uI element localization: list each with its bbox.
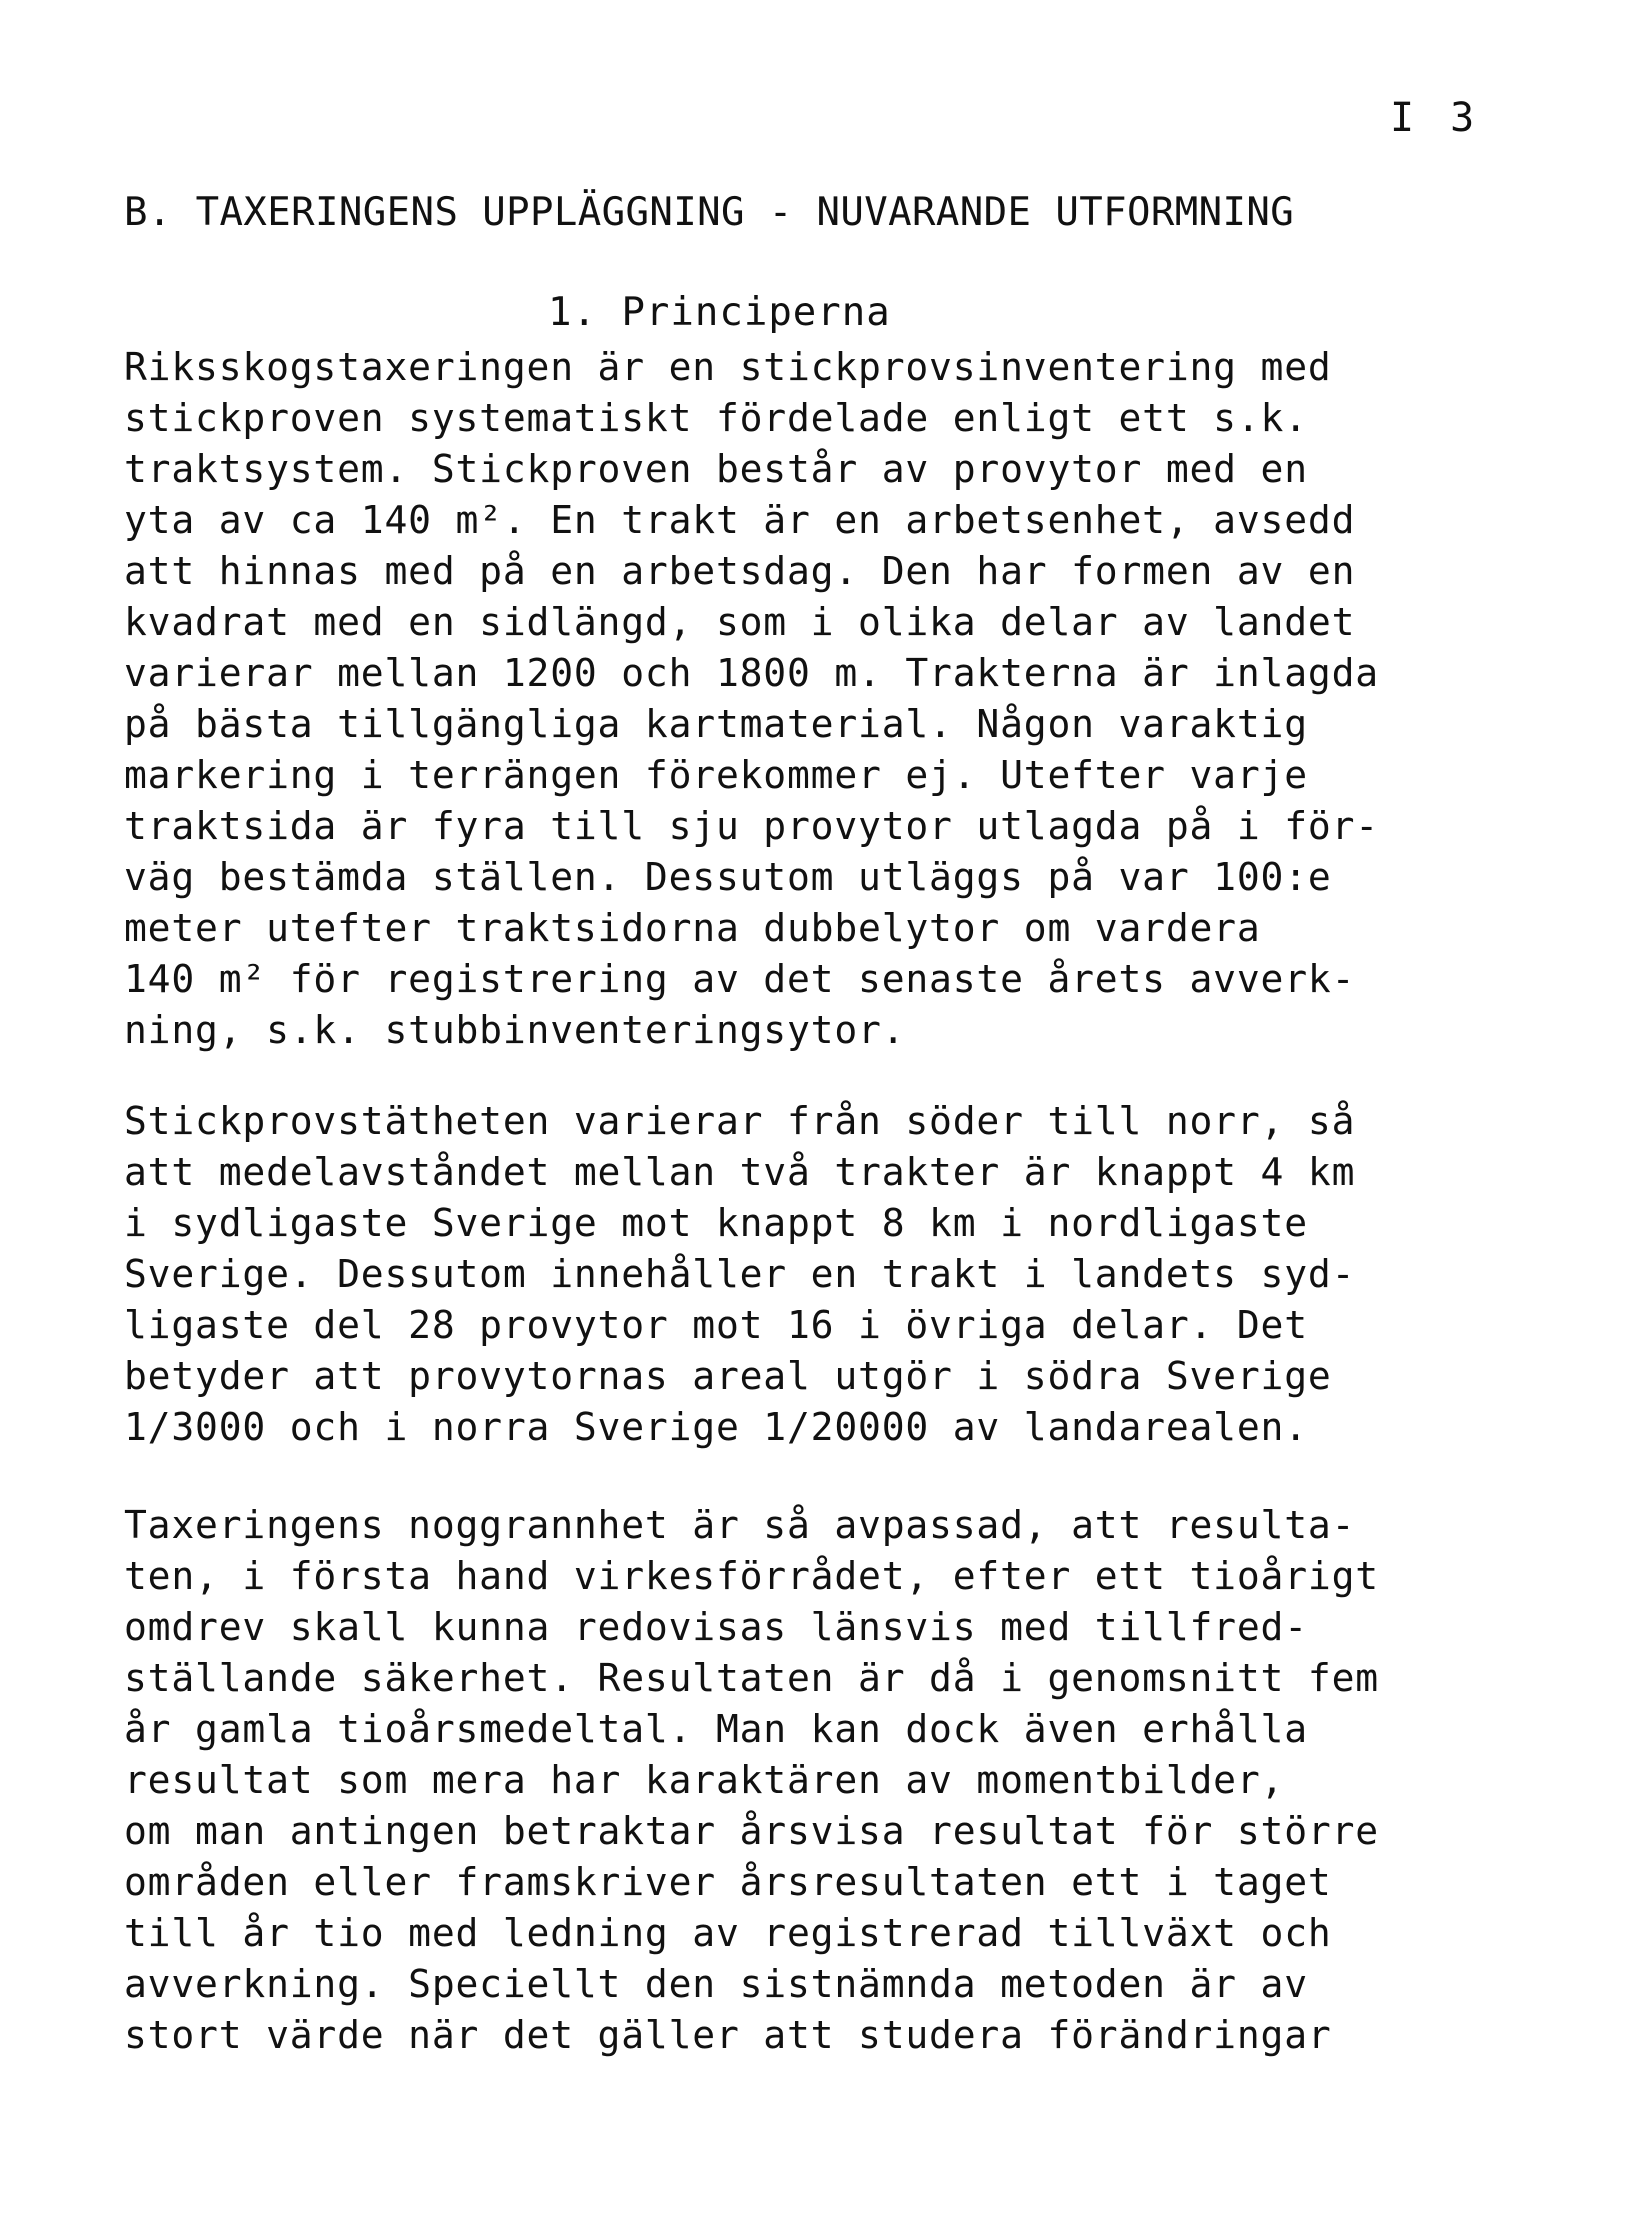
- page-number: I 3: [1390, 95, 1481, 141]
- text-line: yta av ca 140 m². En trakt är en arbetsenhet, avsedd: [124, 498, 1356, 542]
- text-line: omdrev skall kunna redovisas länsvis med tillfred-: [124, 1605, 1308, 1649]
- text-line: avverkning. Speciellt den sistnämnda metoden är av: [124, 1962, 1308, 2006]
- text-line: stort värde när det gäller att studera förändringar: [124, 2013, 1332, 2057]
- text-line: betyder att provytornas areal utgör i södra Sverige: [124, 1354, 1332, 1398]
- text-line: Riksskogstaxeringen är en stickprovsinventering med: [124, 345, 1332, 389]
- text-line: traktsida är fyra till sju provytor utlagda på i för-: [124, 804, 1379, 848]
- text-line: 1/3000 och i norra Sverige 1/20000 av landarealen.: [124, 1405, 1308, 1449]
- text-line: kvadrat med en sidlängd, som i olika delar av landet: [124, 600, 1356, 644]
- paragraph-precision: [124, 1500, 1379, 2061]
- text-line: varierar mellan 1200 och 1800 m. Trakterna är inlagda: [124, 651, 1379, 695]
- text-line: Taxeringens noggrannhet är så avpassad, att resulta-: [124, 1503, 1356, 1547]
- text-line: meter utefter traktsidorna dubbelytor om vardera: [124, 906, 1261, 950]
- text-line: att hinnas med på en arbetsdag. Den har formen av en: [124, 549, 1356, 593]
- text-line: 140 m² för registrering av det senaste årets avverk-: [124, 957, 1356, 1001]
- text-line: traktsystem. Stickproven består av provytor med en: [124, 447, 1308, 491]
- paragraph-sampling-design: [124, 342, 1379, 1056]
- text-line: stickproven systematiskt fördelade enligt ett s.k.: [124, 396, 1308, 440]
- text-line: att medelavståndet mellan två trakter är knappt 4 km: [124, 1150, 1356, 1194]
- text-line: till år tio med ledning av registrerad tillväxt och: [124, 1911, 1332, 1955]
- text-line: om man antingen betraktar årsvisa resultat för större: [124, 1809, 1379, 1853]
- text-line: områden eller framskriver årsresultaten ett i taget: [124, 1860, 1332, 1904]
- text-line: Sverige. Dessutom innehåller en trakt i landets syd-: [124, 1252, 1356, 1296]
- text-line: ten, i första hand virkesförrådet, efter ett tioårigt: [124, 1554, 1379, 1598]
- text-line: Stickprovstätheten varierar från söder till norr, så: [124, 1099, 1356, 1143]
- section-heading: B. TAXERINGENS UPPLÄGGNING - NUVARANDE UTFORMNING: [124, 190, 1295, 235]
- text-line: ning, s.k. stubbinventeringsytor.: [124, 1008, 906, 1052]
- text-line: resultat som mera har karaktären av momentbilder,: [124, 1758, 1285, 1802]
- paragraph-sampling-density: [124, 1096, 1355, 1453]
- text-line: väg bestämda ställen. Dessutom utläggs på var 100:e: [124, 855, 1332, 899]
- text-line: ligaste del 28 provytor mot 16 i övriga delar. Det: [124, 1303, 1308, 1347]
- text-line: i sydligaste Sverige mot knappt 8 km i nordligaste: [124, 1201, 1308, 1245]
- text-line: markering i terrängen förekommer ej. Utefter varje: [124, 753, 1308, 797]
- text-line: på bästa tillgängliga kartmaterial. Någon varaktig: [124, 702, 1308, 746]
- text-line: år gamla tioårsmedeltal. Man kan dock även erhålla: [124, 1707, 1308, 1751]
- text-line: ställande säkerhet. Resultaten är då i genomsnitt fem: [124, 1656, 1379, 1700]
- subheading: 1. Principerna: [548, 290, 891, 335]
